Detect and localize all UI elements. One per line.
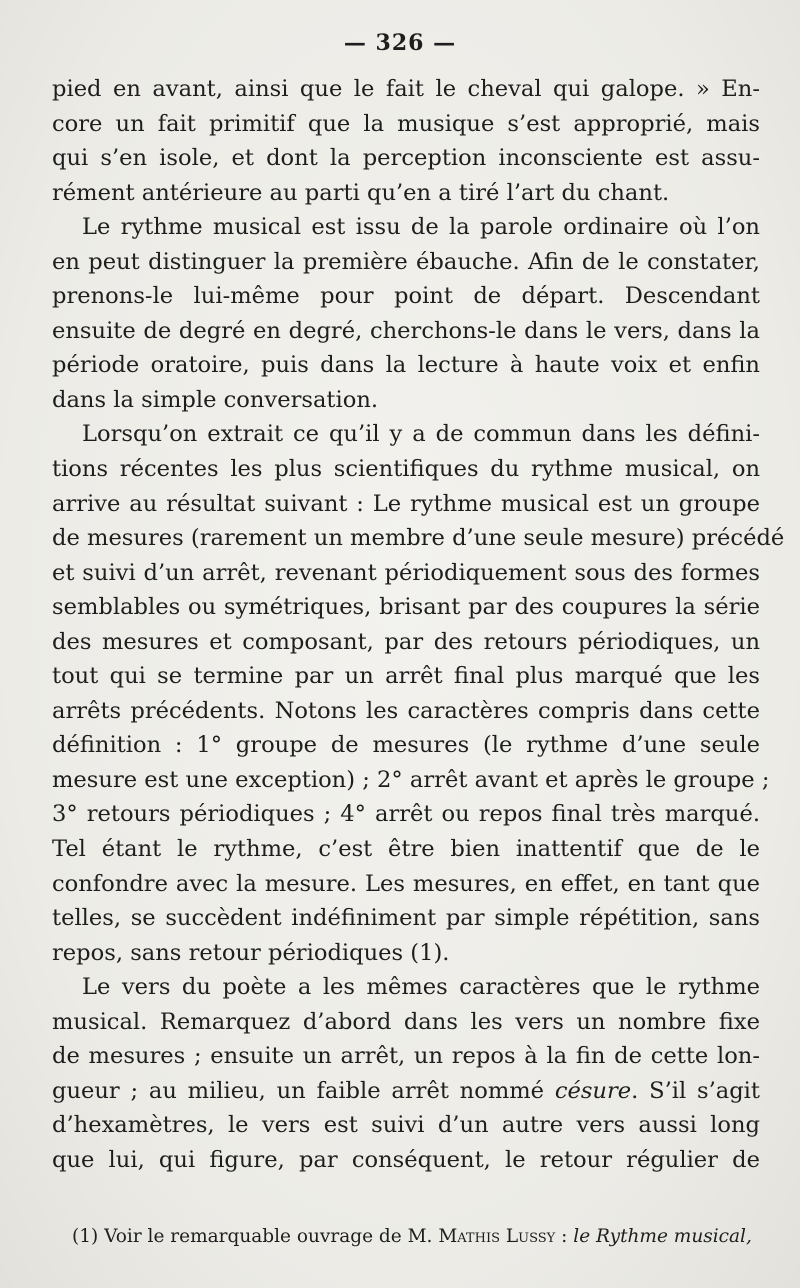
- text-segment: gueur ; au milieu, un faible arrêt nommé: [52, 1077, 545, 1104]
- text-line: Le rythme musical est issu de la parole ordinaire où l’on: [82, 214, 760, 241]
- text-line: de mesures ; ensuite un arrêt, un repos à la fin de cette lon-: [52, 1043, 760, 1070]
- text-line: prenons-le lui-même pour point de départ. Descendant: [52, 283, 760, 310]
- text-line: dans la simple conversation.: [52, 386, 379, 413]
- text-segment: . S’il s’agit: [631, 1077, 760, 1104]
- text-line: arrêts précédents. Notons les caractères compris dans cette: [52, 697, 760, 724]
- footnote: [72, 1224, 762, 1250]
- text-line: 3° retours périodiques ; 4° arrêt ou repos final très marqué.: [52, 801, 760, 828]
- footnote-separator: :: [555, 1226, 574, 1247]
- text-line: Le vers du poète a les mêmes caractères que le rythme: [82, 974, 760, 1001]
- text-line: d’hexamètres, le vers est suivi d’un autre vers aussi long: [52, 1112, 760, 1139]
- text-line: de mesures (rarement un membre d’une seule mesure) précédé: [52, 525, 785, 552]
- text-line: rément antérieure au parti qu’en a tiré l’art du chant.: [52, 179, 670, 206]
- paragraph-2: [52, 210, 760, 417]
- text-line: que lui, qui figure, par conséquent, le retour régulier de: [52, 1146, 760, 1173]
- text-line: core un fait primitif que la musique s’est approprié, mais: [52, 110, 760, 137]
- text-line: semblables ou symétriques, brisant par des coupures la série: [52, 594, 760, 621]
- text-line: tout qui se termine par un arrêt final plus marqué que les: [52, 663, 760, 690]
- text-line: qui s’en isole, et dont la perception inconsciente est assu-: [52, 145, 760, 172]
- text-line: pied en avant, ainsi que le fait le cheval qui galope. » En-: [52, 76, 760, 102]
- footnote-text: Voir le remarquable ouvrage de M.: [104, 1226, 433, 1247]
- footnote-marker: (1): [72, 1226, 99, 1247]
- text-line: période oratoire, puis dans la lecture à haute voix et enfin: [52, 352, 760, 379]
- text-line: en peut distinguer la première ébauche. Afin de le constater,: [52, 248, 760, 275]
- italic-term: césure: [554, 1077, 632, 1104]
- paragraph-3: [52, 417, 785, 970]
- text-line: repos, sans retour périodiques (1).: [52, 939, 450, 966]
- text-line: ensuite de degré en degré, cherchons-le dans le vers, dans la: [52, 317, 760, 344]
- text-line-with-italic: [52, 1074, 760, 1109]
- text-line: mesure est une exception) ; 2° arrêt avant et après le groupe ;: [52, 766, 770, 793]
- text-line: définition : 1° groupe de mesures (le rythme d’une seule: [52, 732, 760, 759]
- text-line: Lorsqu’on extrait ce qu’il y a de commun dans les défini-: [82, 421, 760, 448]
- text-line: Tel étant le rythme, c’est être bien inattentif que de le: [52, 836, 760, 863]
- text-line: des mesures et composant, par des retours périodiques, un: [52, 628, 760, 655]
- text-line: arrive au résultat suivant : Le rythme musical est un groupe: [52, 490, 760, 517]
- text-line: musical. Remarquez d’abord dans les vers un nombre fixe: [52, 1008, 760, 1035]
- paragraph-1: [52, 72, 760, 210]
- text-line: tions récentes les plus scientifiques du rythme musical, on: [52, 456, 760, 483]
- text-line: confondre avec la mesure. Les mesures, en effet, en tant que: [52, 870, 760, 897]
- body-text: [52, 72, 785, 1178]
- page-number: — 326 —: [343, 30, 457, 56]
- paragraph-4: [52, 970, 760, 1177]
- footnote-title: le Rythme musical,: [573, 1226, 752, 1247]
- footnote-author: Mathis Lussy: [438, 1226, 556, 1247]
- text-line: telles, se succèdent indéfiniment par simple répétition, sans: [52, 905, 760, 932]
- text-line: et suivi d’un arrêt, revenant périodiquement sous des formes: [52, 559, 760, 586]
